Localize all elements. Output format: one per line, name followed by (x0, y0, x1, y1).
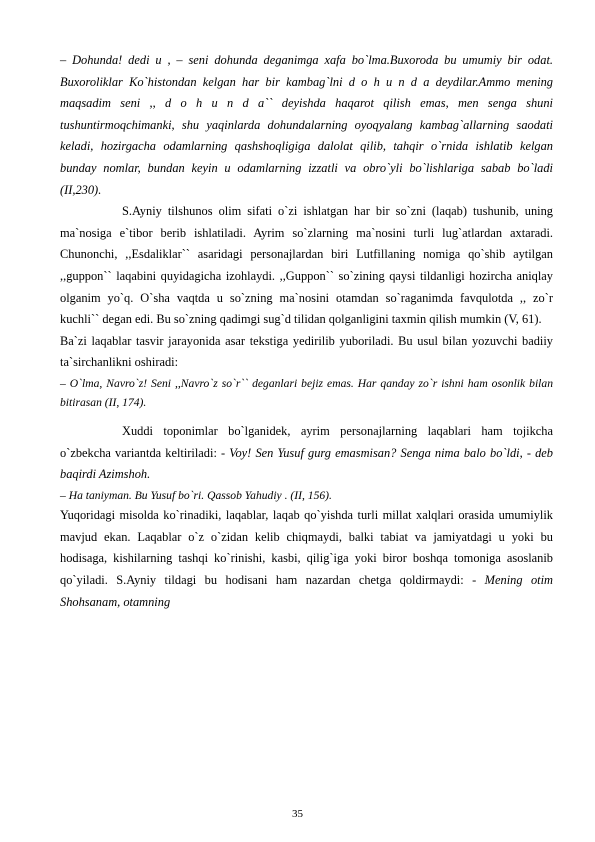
body-paragraph-5 (60, 421, 553, 486)
quote-paragraph-1: – Dohunda! dedi u , – seni dohunda deganimga xafa bo`lma.Buxoroda bu umumiy bir odat. Buxoroliklar Ko`histondan kelgan har bir kambag`lni d o h u n d a deydilar.Ammo mening maqsadim seni ,, d o h u n d a`` deyishda haqarot qilish emas, men senga shuni tushuntirmoqchimanki, shu yaqinlarda dohundalarning oyoqyalang kambag`allarning saodati keladi, hozirgacha odamlarning qashshoqligiga dalolat qilib, tahqir o`rnida ishlatib kelgan bunday nomlar, bundan keyin u odamlarning izzatli va obro`yli bo`lishlariga sabab bo`ladi (II,230). (60, 53, 553, 197)
quote-paragraph-4: – O`lma, Navro`z! Seni ,,Navro`z so`r`` deganlari bejiz emas. Har qanday zo`r ishni ham osonlik bilan bitirasan (II, 174). (60, 376, 553, 410)
body-paragraph-7 (60, 505, 553, 613)
page-number: 35 (292, 808, 303, 820)
body-paragraph-5-quote: - Voy! Sen Yusuf gurg emasmisan? Senga nima balo bo`ldi, - deb baqirdi Azimshoh. (60, 445, 553, 482)
quote-paragraph-6: – Ha taniyman. Bu Yusuf bo`ri. Qassob Yahudiy . (II, 156). (60, 488, 332, 502)
document-page (60, 50, 553, 613)
body-paragraph-7-text: Yuqoridagi misolda ko`rinadiki, laqablar, laqab qo`yishda turli millat xalqlari orasida umumiylik mavjud ekan. Laqablar o`z o`zidan kelib chiqmaydi, balki tabiat va jamiyatdagi u yoki bu hodisaga, kishilarning tashqi ko`rinishi, kasbi, qilig`iga yoki biror boshqa tomoniga asoslanib qo`yiladi. S.Ayniy tildagi bu hodisani ham nazardan chetga qoldirmaydi: - (60, 508, 553, 587)
body-paragraph-5-text: Xuddi toponimlar bo`lganidek, ayrim personajlarning laqablari ham tojikcha o`zbekcha variantda keltiriladi: (60, 423, 553, 460)
body-paragraph-7-quote: Mening otim Shohsanam, otamning (60, 572, 553, 609)
body-paragraph-2: S.Ayniy tilshunos olim sifati o`zi ishlatgan har bir so`zni (laqab) tushunib, uning ma`nosiga e`tibor berib ishlatiladi. Ayrim so`zlarning ma`nosini turli lug`atlardan axtaradi. Chunonchi, ,,Esdaliklar`` asaridagi personajlardan biri Lutfillaning nomiga qo`shib aytilgan ,,guppon`` laqabini quyidagicha izohlaydi. ,,Guppon`` so`zining qaysi tildanligi hozircha aniqlay olganim yo`q. O`sha vaqtda u so`zning ma`nosini otamdan so`raganimda favqulotda ,, zo`r kuchli`` degan edi. Bu so`zning qadimgi sug`d tilidan qolganligini taxmin qilish mumkin (V, 61). (60, 204, 553, 327)
body-paragraph-3: Ba`zi laqablar tasvir jarayonida asar tekstiga yedirilib yuboriladi. Bu usul bilan yozuvchi badiiy ta`sirchanlikni oshiradi: (60, 333, 553, 370)
